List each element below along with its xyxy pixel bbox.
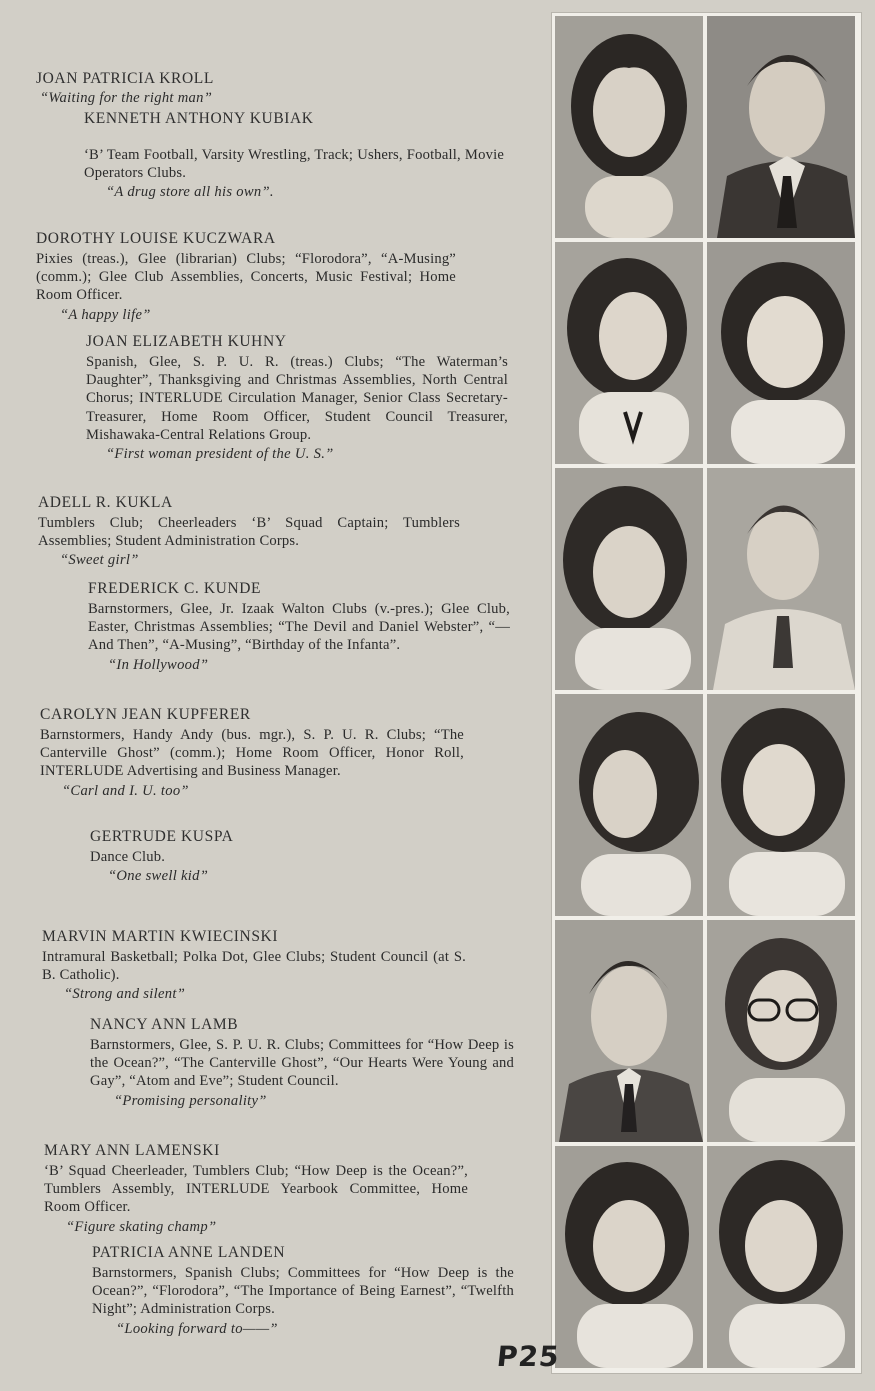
student-quote: “Promising personality” — [114, 1092, 267, 1109]
student-entry — [44, 1142, 468, 1236]
student-entry — [90, 1016, 514, 1110]
portrait-photo — [707, 242, 855, 464]
student-entry — [86, 333, 508, 463]
student-activities: Pixies (treas.), Glee (librarian) Clubs; “Florodora”, “A-Musing” (comm.); Glee Club Assemblies, Concerts, Music Festival; Home Room Officer. — [36, 251, 456, 304]
student-quote: “Looking forward to——” — [116, 1320, 278, 1337]
student-entry — [36, 70, 506, 107]
student-entry — [38, 494, 460, 569]
portrait-photo — [707, 694, 855, 916]
student-activities: Spanish, Glee, S. P. U. R. (treas.) Clubs; “The Waterman’s Daughter”, Thanksgiving and Christmas Assemblies, North Central Chorus; INTERLUDE Circulation Manager, Senior Class Secretary-Treasurer, Home Room Officer, Student Council Treasurer, Mishawaka-Central Relations Group. — [86, 354, 508, 443]
student-name: NANCY ANN LAMB — [90, 1016, 239, 1033]
student-activities: Dance Club. — [90, 849, 166, 865]
student-name: JOAN PATRICIA KROLL — [36, 70, 214, 87]
student-name: PATRICIA ANNE LANDEN — [92, 1244, 286, 1261]
student-name: KENNETH ANTHONY KUBIAK — [84, 110, 314, 127]
student-activities: Barnstormers, Glee, Jr. Izaak Walton Clubs (v.-pres.); Glee Club, Easter, Christmas Assemblies; “The Devil and Daniel Webster”, “—And Then”, “A-Musing”, “Birthday of the Infanta”. — [88, 601, 510, 654]
student-activities: Barnstormers, Handy Andy (bus. mgr.), S. P. U. R. Clubs; “The Canterville Ghost” (comm.); Home Room Officer, Honor Roll, INTERLUDE Advertising and Business Manager. — [40, 727, 464, 780]
student-entry — [36, 230, 456, 324]
student-quote: “Waiting for the right man” — [40, 90, 213, 106]
student-activities: ‘B’ Team Football, Varsity Wrestling, Track; Ushers, Football, Movie Operators Clubs. — [84, 147, 504, 182]
student-activities: Tumblers Club; Cheerleaders ‘B’ Squad Captain; Tumblers Assemblies; Student Administration Corps. — [38, 515, 460, 550]
student-quote: “Figure skating champ” — [66, 1218, 217, 1235]
portrait-photo — [707, 468, 855, 690]
portrait-photo — [707, 920, 855, 1142]
portrait-photo — [555, 468, 703, 690]
student-entry — [84, 110, 504, 201]
student-quote: “Carl and I. U. too” — [62, 782, 189, 799]
student-quote: “Sweet girl” — [60, 552, 139, 569]
portrait-photo — [555, 920, 703, 1142]
student-entry — [42, 928, 466, 1003]
student-quote: “A drug store all his own”. — [106, 184, 274, 201]
student-activities: Barnstormers, Spanish Clubs; Committees for “How Deep is the Ocean?”, “Florodora”, “The Importance of Being Earnest”, “Twelfth Night”; Administration Corps. — [92, 1265, 514, 1318]
student-name: MARY ANN LAMENSKI — [44, 1142, 220, 1159]
portrait-photo — [555, 1146, 703, 1368]
student-name: DOROTHY LOUISE KUCZWARA — [36, 230, 276, 247]
student-activities: Barnstormers, Glee, S. P. U. R. Clubs; Committees for “How Deep is the Ocean?”, “The Canterville Ghost”, “Our Hearts Were Young and Gay”, “Atom and Eve”; Student Council. — [90, 1037, 514, 1090]
student-quote: “In Hollywood” — [108, 656, 209, 673]
student-activities: ‘B’ Squad Cheerleader, Tumblers Club; “How Deep is the Ocean?”, Tumblers Assembly, INTERLUDE Yearbook Committee, Home Room Officer. — [44, 1163, 468, 1216]
student-quote: “Strong and silent” — [64, 986, 186, 1003]
student-entry — [90, 828, 510, 885]
student-name: MARVIN MARTIN KWIECINSKI — [42, 928, 279, 945]
student-name: JOAN ELIZABETH KUHNY — [86, 333, 287, 350]
portrait-photo — [555, 694, 703, 916]
portrait-grid — [551, 12, 862, 1374]
student-entry — [92, 1244, 514, 1338]
student-quote: “A happy life” — [60, 306, 151, 323]
student-quote: “One swell kid” — [108, 868, 209, 885]
student-name: ADELL R. KUKLA — [38, 494, 173, 511]
student-entry — [88, 580, 510, 674]
portrait-photo — [555, 16, 703, 238]
student-entry — [40, 706, 464, 800]
student-name: CAROLYN JEAN KUPFERER — [40, 706, 251, 723]
student-quote: “First woman president of the U. S.” — [106, 446, 334, 463]
student-activities: Intramural Basketball; Polka Dot, Glee Clubs; Student Council (at S. B. Catholic). — [42, 949, 466, 984]
student-name: GERTRUDE KUSPA — [90, 828, 234, 845]
page-number: P25 — [495, 1340, 562, 1373]
portrait-photo — [707, 16, 855, 238]
portrait-photo — [707, 1146, 855, 1368]
portrait-photo — [555, 242, 703, 464]
student-name: FREDERICK C. KUNDE — [88, 580, 262, 597]
